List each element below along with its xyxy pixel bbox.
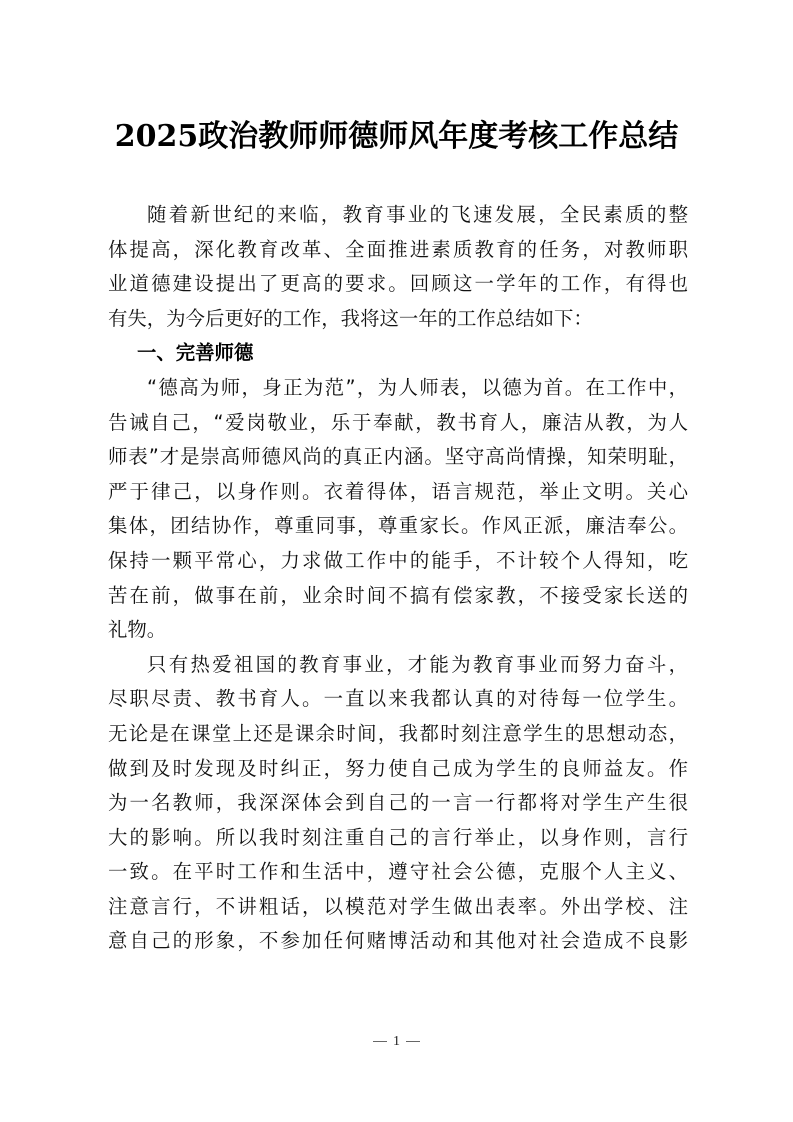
- text-line: 意自己的形象，不参加任何赌博活动和其他对社会造成不良影: [108, 929, 688, 953]
- text-line: 体提高，深化教育改革、全面推进素质教育的任务，对教师职: [108, 237, 688, 261]
- section-heading: 一、完善师德: [137, 341, 254, 365]
- text-line: “德高为师，身正为范”，为人师表，以德为首。在工作中，: [147, 375, 688, 399]
- page-number-value: 1: [393, 1034, 400, 1049]
- text-line: 为一名教师，我深深体会到自己的一言一行都将对学生产生很: [108, 791, 688, 815]
- text-line: 大的影响。所以我时刻注重自己的言行举止，以身作则，言行: [108, 825, 688, 849]
- paragraph-1: [108, 371, 688, 648]
- paragraph-2: [108, 648, 688, 959]
- text-line: 告诫自己，“爱岗敬业，乐于奉献，教书育人，廉洁从教，为人: [108, 410, 688, 434]
- text-line: 做到及时发现及时纠正，努力使自己成为学生的良师益友。作: [108, 756, 688, 780]
- text-line: 保持一颗平常心，力求做工作中的能手，不计较个人得知，吃: [108, 548, 688, 572]
- text-line: 只有热爱祖国的教育事业，才能为教育事业而努力奋斗，: [147, 652, 688, 676]
- text-line: 集体，团结协作，尊重同事，尊重家长。作风正派，廉洁奉公。: [108, 514, 688, 538]
- page-number: [0, 1034, 793, 1050]
- dash-left-icon: [373, 1041, 387, 1042]
- text-line: 礼物。: [108, 618, 167, 642]
- document-body: [108, 198, 688, 959]
- dash-right-icon: [406, 1041, 420, 1042]
- text-line: 随着新世纪的来临，教育事业的飞速发展，全民素质的整: [147, 203, 688, 226]
- text-line: 有失，为今后更好的工作，我将这一年的工作总结如下：: [108, 306, 593, 330]
- text-line: 注意言行，不讲粗话，以模范对学生做出表率。外出学校、注: [108, 894, 688, 918]
- text-line: 严于律己，以身作则。衣着得体，语言规范，举止文明。关心: [108, 479, 688, 503]
- text-line: 无论是在课堂上还是课余时间，我都时刻注意学生的思想动态，: [108, 721, 688, 745]
- document-title: 2025政治教师师德师风年度考核工作总结: [114, 119, 679, 154]
- text-line: 苦在前，做事在前，业余时间不搞有偿家教，不接受家长送的: [108, 583, 688, 607]
- text-line: 业道德建设提出了更高的要求。回顾这一学年的工作，有得也: [108, 272, 688, 296]
- text-line: 一致。在平时工作和生活中，遵守社会公德，克服个人主义、: [108, 860, 688, 884]
- text-line: 师表”才是崇高师德风尚的真正内涵。坚守高尚情操，知荣明耻，: [108, 445, 688, 469]
- intro-paragraph: [108, 198, 688, 336]
- text-line: 尽职尽责、教书育人。一直以来我都认真的对待每一位学生。: [108, 687, 688, 711]
